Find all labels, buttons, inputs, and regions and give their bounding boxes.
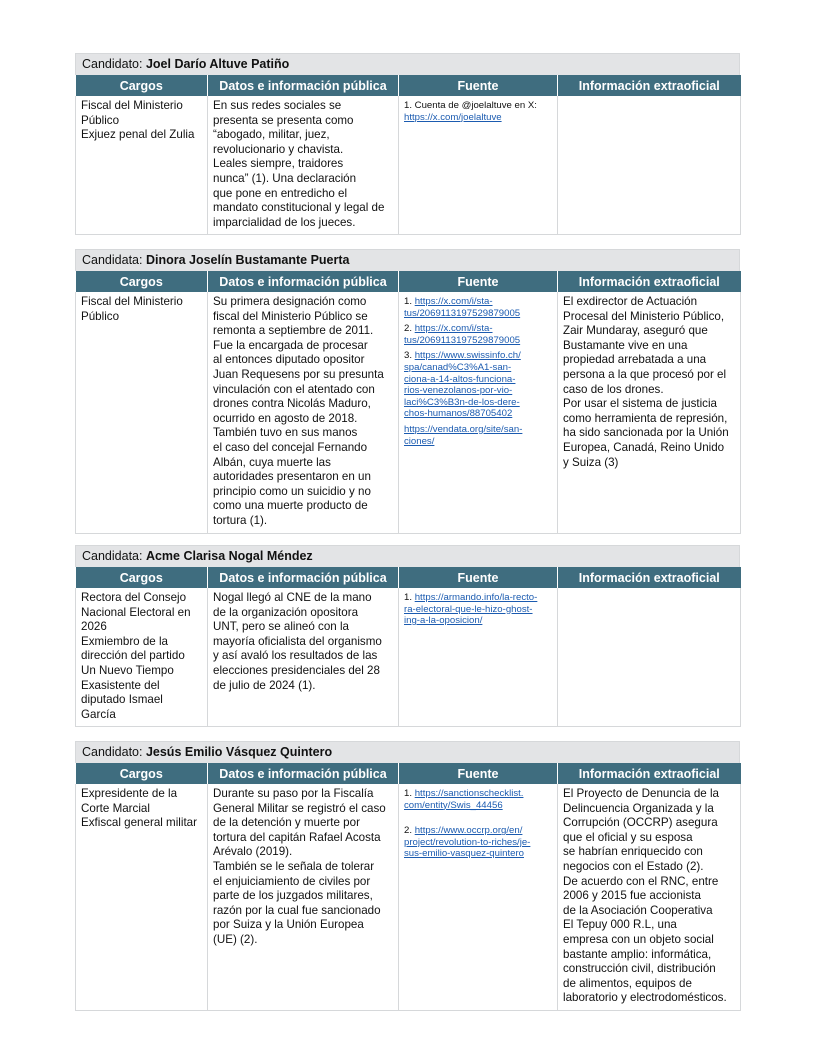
source-link[interactable]: ciona-a-14-altos-funciona- — [404, 373, 516, 385]
candidate-name: Joel Darío Altuve Patiño — [145, 57, 290, 71]
candidate-header — [75, 741, 740, 763]
datos-line: mayoría oficialista del organismo — [213, 634, 382, 648]
cargos-line: García — [81, 707, 116, 721]
source-prefix: 1. — [404, 788, 413, 799]
cargos-line: Exfiscal general militar — [81, 816, 197, 830]
cargos-line: Corte Marcial — [81, 801, 150, 815]
table-row — [76, 784, 741, 1010]
header-cargos: Cargos — [76, 763, 208, 784]
cargos-line: diputado Ismael — [81, 693, 163, 707]
cargos-line: Fiscal del Ministerio — [81, 295, 183, 308]
candidate-prefix: Candidata: — [82, 549, 143, 563]
extra-line: De acuerdo con el RNC, entre — [563, 874, 719, 888]
source-link[interactable]: ing-a-la-oposicion/ — [404, 615, 483, 627]
extra-line: construcción civil, distribución — [563, 962, 716, 976]
header-datos: Datos e información pública — [208, 763, 399, 784]
extra-line: Por usar el sistema de justicia — [563, 397, 718, 411]
source-prefix: 1. Cuenta de @joelaltuve en X: — [404, 100, 537, 111]
source-link[interactable]: tus/2069113197529879005 — [404, 307, 521, 319]
header-datos: Datos e información pública — [208, 271, 399, 292]
extra-line: Delincuencia Organizada y la — [563, 801, 714, 815]
extra-line: y Suiza (3) — [563, 455, 619, 469]
fuente-cell — [399, 96, 558, 235]
cargos-line: Exasistente del — [81, 678, 160, 692]
candidate-card — [75, 53, 740, 235]
source-item — [404, 323, 552, 346]
datos-line: drones contra Nicolás Maduro, — [213, 397, 371, 411]
datos-line: nunca” (1). Una declaración — [213, 171, 357, 185]
source-item — [404, 592, 552, 627]
header-datos: Datos e información pública — [208, 567, 399, 588]
candidate-name: Acme Clarisa Nogal Méndez — [145, 549, 313, 563]
datos-line: tortura del capitán Rafael Acosta — [213, 830, 381, 844]
header-cargos: Cargos — [76, 567, 208, 588]
datos-line: revolucionario y chavista. — [213, 142, 344, 156]
source-link[interactable]: rios-venezolanos-por-vio- — [404, 385, 513, 397]
cargos-cell — [76, 96, 208, 235]
source-item — [404, 424, 552, 447]
table-header-row — [76, 271, 741, 292]
datos-line: vinculación con el atentado con — [213, 382, 375, 396]
candidate-header — [75, 249, 740, 271]
header-extraoficial: Información extraoficial — [558, 567, 741, 588]
table-row — [76, 292, 741, 533]
datos-line: También tuvo en sus manos — [213, 426, 358, 440]
datos-line: Fue la encargada de procesar — [213, 338, 368, 352]
datos-line: En sus redes sociales se — [213, 99, 342, 112]
source-prefix: 1. — [404, 592, 413, 603]
candidate-header — [75, 545, 740, 567]
cargos-cell — [76, 292, 208, 533]
datos-line: También se le señala de tolerar — [213, 859, 375, 873]
datos-line: elecciones presidenciales del 28 — [213, 663, 380, 677]
datos-line: que pone en entredicho el — [213, 186, 348, 200]
header-cargos: Cargos — [76, 271, 208, 292]
extra-line: El Tepuy 000 R.L, una — [563, 918, 677, 932]
extra-line: persona a la que procesó por el — [563, 367, 727, 381]
candidate-table — [75, 75, 741, 235]
extraoficial-cell — [558, 292, 741, 533]
extra-line: Bustamante vive en una — [563, 338, 688, 352]
candidate-table — [75, 271, 741, 534]
candidate-card — [75, 545, 740, 727]
source-item — [404, 788, 552, 811]
source-link[interactable]: https://www.occrp.org/en/ — [414, 825, 523, 837]
extraoficial-cell — [558, 96, 741, 235]
extra-line: empresa con un objeto social — [563, 932, 714, 946]
extraoficial-cell — [558, 784, 741, 1010]
source-link[interactable]: https://sanctionschecklist. — [414, 788, 524, 799]
extra-line: negocios con el Estado (2). — [563, 859, 704, 873]
datos-line: por Suiza y la Unión Europea — [213, 918, 364, 932]
source-prefix: 1. — [404, 296, 413, 307]
fuente-cell — [399, 292, 558, 533]
header-cargos: Cargos — [76, 75, 208, 96]
cargos-line: Fiscal del Ministerio — [81, 99, 183, 112]
extra-line: que el oficial y su esposa — [563, 830, 693, 844]
header-extraoficial: Información extraoficial — [558, 763, 741, 784]
candidate-table — [75, 763, 741, 1011]
source-prefix: 2. — [404, 825, 413, 837]
source-prefix: 2. — [404, 323, 413, 335]
datos-line: de julio de 2024 (1). — [213, 678, 316, 692]
source-link[interactable]: com/entity/Swis_44456 — [404, 799, 503, 811]
extra-line: 2006 y 2015 fue accionista — [563, 889, 701, 903]
cargos-line: dirección del partido — [81, 649, 185, 663]
datos-line: al entonces diputado opositor — [213, 353, 365, 367]
header-fuente: Fuente — [399, 75, 558, 96]
source-link[interactable]: project/revolution-to-riches/je- — [404, 836, 531, 848]
source-item — [404, 296, 552, 319]
candidate-prefix: Candidato: — [82, 57, 143, 71]
extra-line: ha sido sancionada por la Unión — [563, 426, 729, 440]
header-datos: Datos e información pública — [208, 75, 399, 96]
datos-line: de la organización opositora — [213, 605, 359, 619]
cargos-line: Rectora del Consejo — [81, 591, 187, 604]
datos-line: UNT, pero se alineó con la — [213, 620, 349, 634]
extra-line: propiedad arrebatada a una — [563, 353, 707, 367]
table-header-row — [76, 75, 741, 96]
candidate-header — [75, 53, 740, 75]
extraoficial-cell — [558, 588, 741, 727]
extra-line: El Proyecto de Denuncia de la — [563, 787, 719, 800]
extra-line: El exdirector de Actuación — [563, 295, 698, 308]
candidate-prefix: Candidato: — [82, 745, 143, 759]
fuente-cell — [399, 784, 558, 1010]
datos-line: Albán, cuya muerte las — [213, 455, 331, 469]
cargos-line: Expresidente de la — [81, 787, 178, 800]
datos-line: el caso del concejal Fernando — [213, 440, 368, 454]
datos-line: ocurrido en agosto de 2018. — [213, 411, 358, 425]
fuente-cell — [399, 588, 558, 727]
source-link[interactable]: spa/canad%C3%A1-san- — [404, 361, 512, 373]
datos-cell — [208, 588, 399, 727]
extra-line: como herramienta de represión, — [563, 411, 728, 425]
datos-line: como una muerte producto de — [213, 499, 368, 513]
candidate-card — [75, 741, 740, 1011]
datos-line: de la detención y muerte por — [213, 816, 360, 830]
datos-cell — [208, 784, 399, 1010]
cargos-line: 2026 — [81, 620, 107, 634]
table-row — [76, 96, 741, 235]
header-extraoficial: Información extraoficial — [558, 271, 741, 292]
cargos-cell — [76, 588, 208, 727]
source-link[interactable]: https://x.com/i/sta- — [414, 323, 493, 335]
extra-line: Europea, Canadá, Reino Unido — [563, 440, 725, 454]
header-fuente: Fuente — [399, 763, 558, 784]
datos-cell — [208, 96, 399, 235]
cargos-line: Exmiembro de la — [81, 634, 168, 648]
source-item — [404, 100, 552, 123]
candidate-name: Jesús Emilio Vásquez Quintero — [145, 745, 333, 759]
header-fuente: Fuente — [399, 567, 558, 588]
candidate-prefix: Candidata: — [82, 253, 143, 267]
source-link[interactable]: laci%C3%B3n-de-los-dere- — [404, 396, 520, 408]
candidate-name: Dinora Joselín Bustamante Puerta — [145, 253, 350, 267]
table-row — [76, 588, 741, 727]
table-header-row — [76, 763, 741, 784]
source-link[interactable]: https://vendata.org/site/san- — [404, 423, 523, 435]
datos-line: (UE) (2). — [213, 932, 258, 946]
datos-line: General Militar se registró el caso — [213, 801, 386, 815]
source-item — [404, 350, 552, 420]
datos-line: remonta a septiembre de 2011. — [213, 324, 374, 338]
datos-line: autoridades presentaron en un — [213, 470, 371, 484]
extra-line: bastante amplio: informática, — [563, 947, 712, 961]
datos-line: fiscal del Ministerio Público se — [213, 309, 368, 323]
source-item — [404, 825, 552, 860]
source-link[interactable]: https://www.swissinfo.ch/ — [414, 350, 521, 362]
source-link[interactable]: tus/2069113197529879005 — [404, 334, 521, 346]
datos-cell — [208, 292, 399, 533]
extra-line: Zair Mundaray, aseguró que — [563, 324, 708, 338]
datos-line: razón por la cual fue sancionado — [213, 903, 381, 917]
extra-line: de alimentos, equipos de — [563, 976, 692, 990]
datos-line: imparcialidad de los jueces. — [213, 215, 356, 229]
source-link[interactable]: chos-humanos/88705402 — [404, 408, 513, 420]
cargos-line: Público — [81, 309, 120, 323]
header-extraoficial: Información extraoficial — [558, 75, 741, 96]
datos-line: Leales siempre, traidores — [213, 157, 344, 171]
header-fuente: Fuente — [399, 271, 558, 292]
datos-line: el enjuiciamiento de civiles por — [213, 874, 371, 888]
cargos-line: Nacional Electoral en — [81, 605, 191, 619]
datos-line: tortura (1). — [213, 513, 268, 527]
source-link[interactable]: ciones/ — [404, 435, 435, 447]
extra-line: de la Asociación Cooperativa — [563, 903, 713, 917]
source-prefix: 3. — [404, 350, 413, 362]
source-link[interactable]: https://armando.info/la-recto- — [414, 592, 538, 603]
cargos-line: Un Nuevo Tiempo — [81, 663, 174, 677]
extra-line: laboratorio y electrodomésticos. — [563, 991, 727, 1005]
datos-line: Nogal llegó al CNE de la mano — [213, 591, 372, 604]
datos-line: presenta se presenta como — [213, 113, 354, 127]
source-link[interactable]: https://x.com/joelaltuve — [404, 111, 502, 123]
source-link[interactable]: ra-electoral-que-le-hizo-ghost- — [404, 603, 533, 615]
extra-line: se habrían enriquecido con — [563, 845, 703, 859]
source-link[interactable]: sus-emilio-vasquez-quintero — [404, 848, 524, 860]
datos-line: mandato constitucional y legal de — [213, 201, 385, 215]
datos-line: y así avaló los resultados de las — [213, 649, 378, 663]
candidate-card — [75, 249, 740, 534]
source-link[interactable]: https://x.com/i/sta- — [414, 296, 493, 307]
datos-line: parte de los juzgados militares, — [213, 889, 373, 903]
datos-line: principio como un suicidio y no — [213, 484, 371, 498]
datos-line: Juan Requesens por su presunta — [213, 367, 384, 381]
extra-line: Procesal del Ministerio Público, — [563, 309, 725, 323]
extra-line: Corrupción (OCCRP) asegura — [563, 816, 718, 830]
extra-line: caso de los drones. — [563, 382, 664, 396]
cargos-line: Público — [81, 113, 120, 127]
datos-line: “abogado, militar, juez, — [213, 128, 330, 142]
cargos-cell — [76, 784, 208, 1010]
datos-line: Arévalo (2019). — [213, 845, 293, 859]
candidate-table — [75, 567, 741, 727]
cargos-line: Exjuez penal del Zulia — [81, 128, 195, 142]
table-header-row — [76, 567, 741, 588]
datos-line: Su primera designación como — [213, 295, 367, 308]
datos-line: Durante su paso por la Fiscalía — [213, 787, 374, 800]
